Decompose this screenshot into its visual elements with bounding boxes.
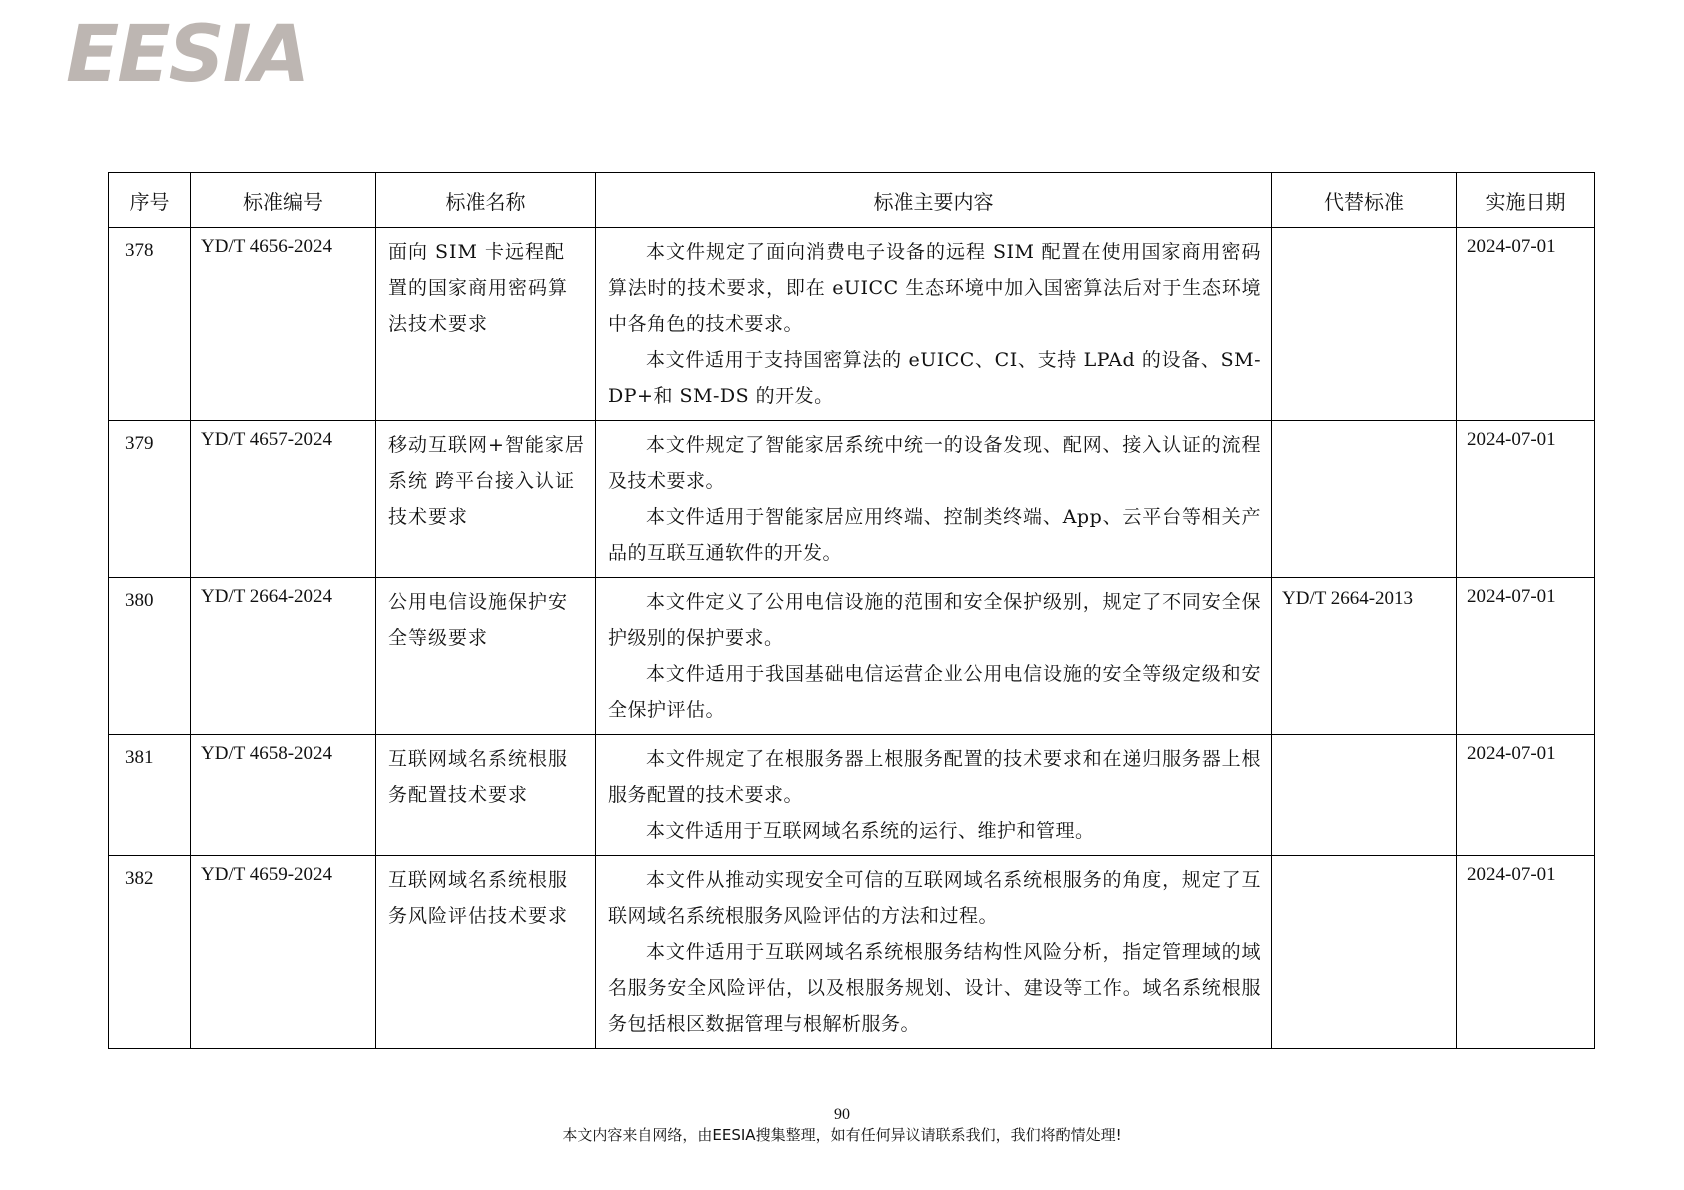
table-row — [109, 421, 1595, 578]
row-date: 2024-07-01 — [1457, 578, 1595, 735]
row-content — [596, 735, 1272, 856]
content-paragraph: 本文件规定了智能家居系统中统一的设备发现、配网、接入认证的流程及技术要求。 — [608, 434, 1261, 492]
content-paragraph: 本文件定义了公用电信设施的范围和安全保护级别，规定了不同安全保护级别的保护要求。 — [608, 591, 1261, 649]
row-content — [596, 421, 1272, 578]
table-row — [109, 735, 1595, 856]
row-date: 2024-07-01 — [1457, 228, 1595, 421]
row-seq: 379 — [109, 421, 191, 578]
content-paragraph: 本文件规定了在根服务器上根服务配置的技术要求和在递归服务器上根服务配置的技术要求。 — [608, 748, 1261, 806]
content-paragraph: 本文件适用于智能家居应用终端、控制类终端、App、云平台等相关产品的互联互通软件的开发。 — [608, 506, 1261, 564]
row-code: YD/T 2664-2024 — [191, 578, 376, 735]
page-number: 90 — [834, 1106, 850, 1123]
row-date: 2024-07-01 — [1457, 421, 1595, 578]
header-content: 标准主要内容 — [596, 173, 1272, 228]
content-paragraph: 本文件从推动实现安全可信的互联网域名系统根服务的角度，规定了互联网域名系统根服务风险评估的方法和过程。 — [608, 869, 1261, 927]
row-date: 2024-07-01 — [1457, 856, 1595, 1049]
row-seq: 381 — [109, 735, 191, 856]
row-name: 移动互联网+智能家居系统 跨平台接入认证技术要求 — [376, 421, 596, 578]
header-replaces: 代替标准 — [1272, 173, 1457, 228]
row-content — [596, 228, 1272, 421]
content-paragraph: 本文件规定了面向消费电子设备的远程 SIM 配置在使用国家商用密码算法时的技术要求，即在 eUICC 生态环境中加入国密算法后对于生态环境中各角色的技术要求。 — [608, 241, 1261, 335]
content-paragraph: 本文件适用于互联网域名系统根服务结构性风险分析，指定管理域的域名服务安全风险评估，以及根服务规划、设计、建设等工作。域名系统根服务包括根区数据管理与根解析服务。 — [608, 941, 1261, 1035]
table-header-row — [109, 173, 1595, 228]
row-code: YD/T 4659-2024 — [191, 856, 376, 1049]
row-seq: 380 — [109, 578, 191, 735]
row-date: 2024-07-01 — [1457, 735, 1595, 856]
row-name: 公用电信设施保护安全等级要求 — [376, 578, 596, 735]
row-name: 互联网域名系统根服务配置技术要求 — [376, 735, 596, 856]
row-code: YD/T 4657-2024 — [191, 421, 376, 578]
content-paragraph: 本文件适用于我国基础电信运营企业公用电信设施的安全等级定级和安全保护评估。 — [608, 663, 1261, 721]
row-code: YD/T 4658-2024 — [191, 735, 376, 856]
row-replaces — [1272, 421, 1457, 578]
row-replaces — [1272, 228, 1457, 421]
row-code: YD/T 4656-2024 — [191, 228, 376, 421]
row-replaces — [1272, 856, 1457, 1049]
row-content — [596, 578, 1272, 735]
row-name: 面向 SIM 卡远程配置的国家商用密码算法技术要求 — [376, 228, 596, 421]
header-code: 标准编号 — [191, 173, 376, 228]
header-date: 实施日期 — [1457, 173, 1595, 228]
table-row — [109, 578, 1595, 735]
table-row — [109, 228, 1595, 421]
row-replaces — [1272, 735, 1457, 856]
row-seq: 378 — [109, 228, 191, 421]
content-paragraph: 本文件适用于支持国密算法的 eUICC、CI、支持 LPAd 的设备、SM-DP+和 SM-DS 的开发。 — [608, 349, 1261, 407]
footer-disclaimer: 本文内容来自网络，由EESIA搜集整理，如有任何异议请联系我们，我们将酌情处理! — [562, 1126, 1122, 1144]
eesia-logo: EESIA — [66, 10, 309, 100]
header-name: 标准名称 — [376, 173, 596, 228]
row-replaces: YD/T 2664-2013 — [1272, 578, 1457, 735]
content-paragraph: 本文件适用于互联网域名系统的运行、维护和管理。 — [646, 820, 1095, 842]
header-seq: 序号 — [109, 173, 191, 228]
row-seq: 382 — [109, 856, 191, 1049]
standards-table — [108, 172, 1595, 1049]
table-row — [109, 856, 1595, 1049]
row-content — [596, 856, 1272, 1049]
row-name: 互联网域名系统根服务风险评估技术要求 — [376, 856, 596, 1049]
